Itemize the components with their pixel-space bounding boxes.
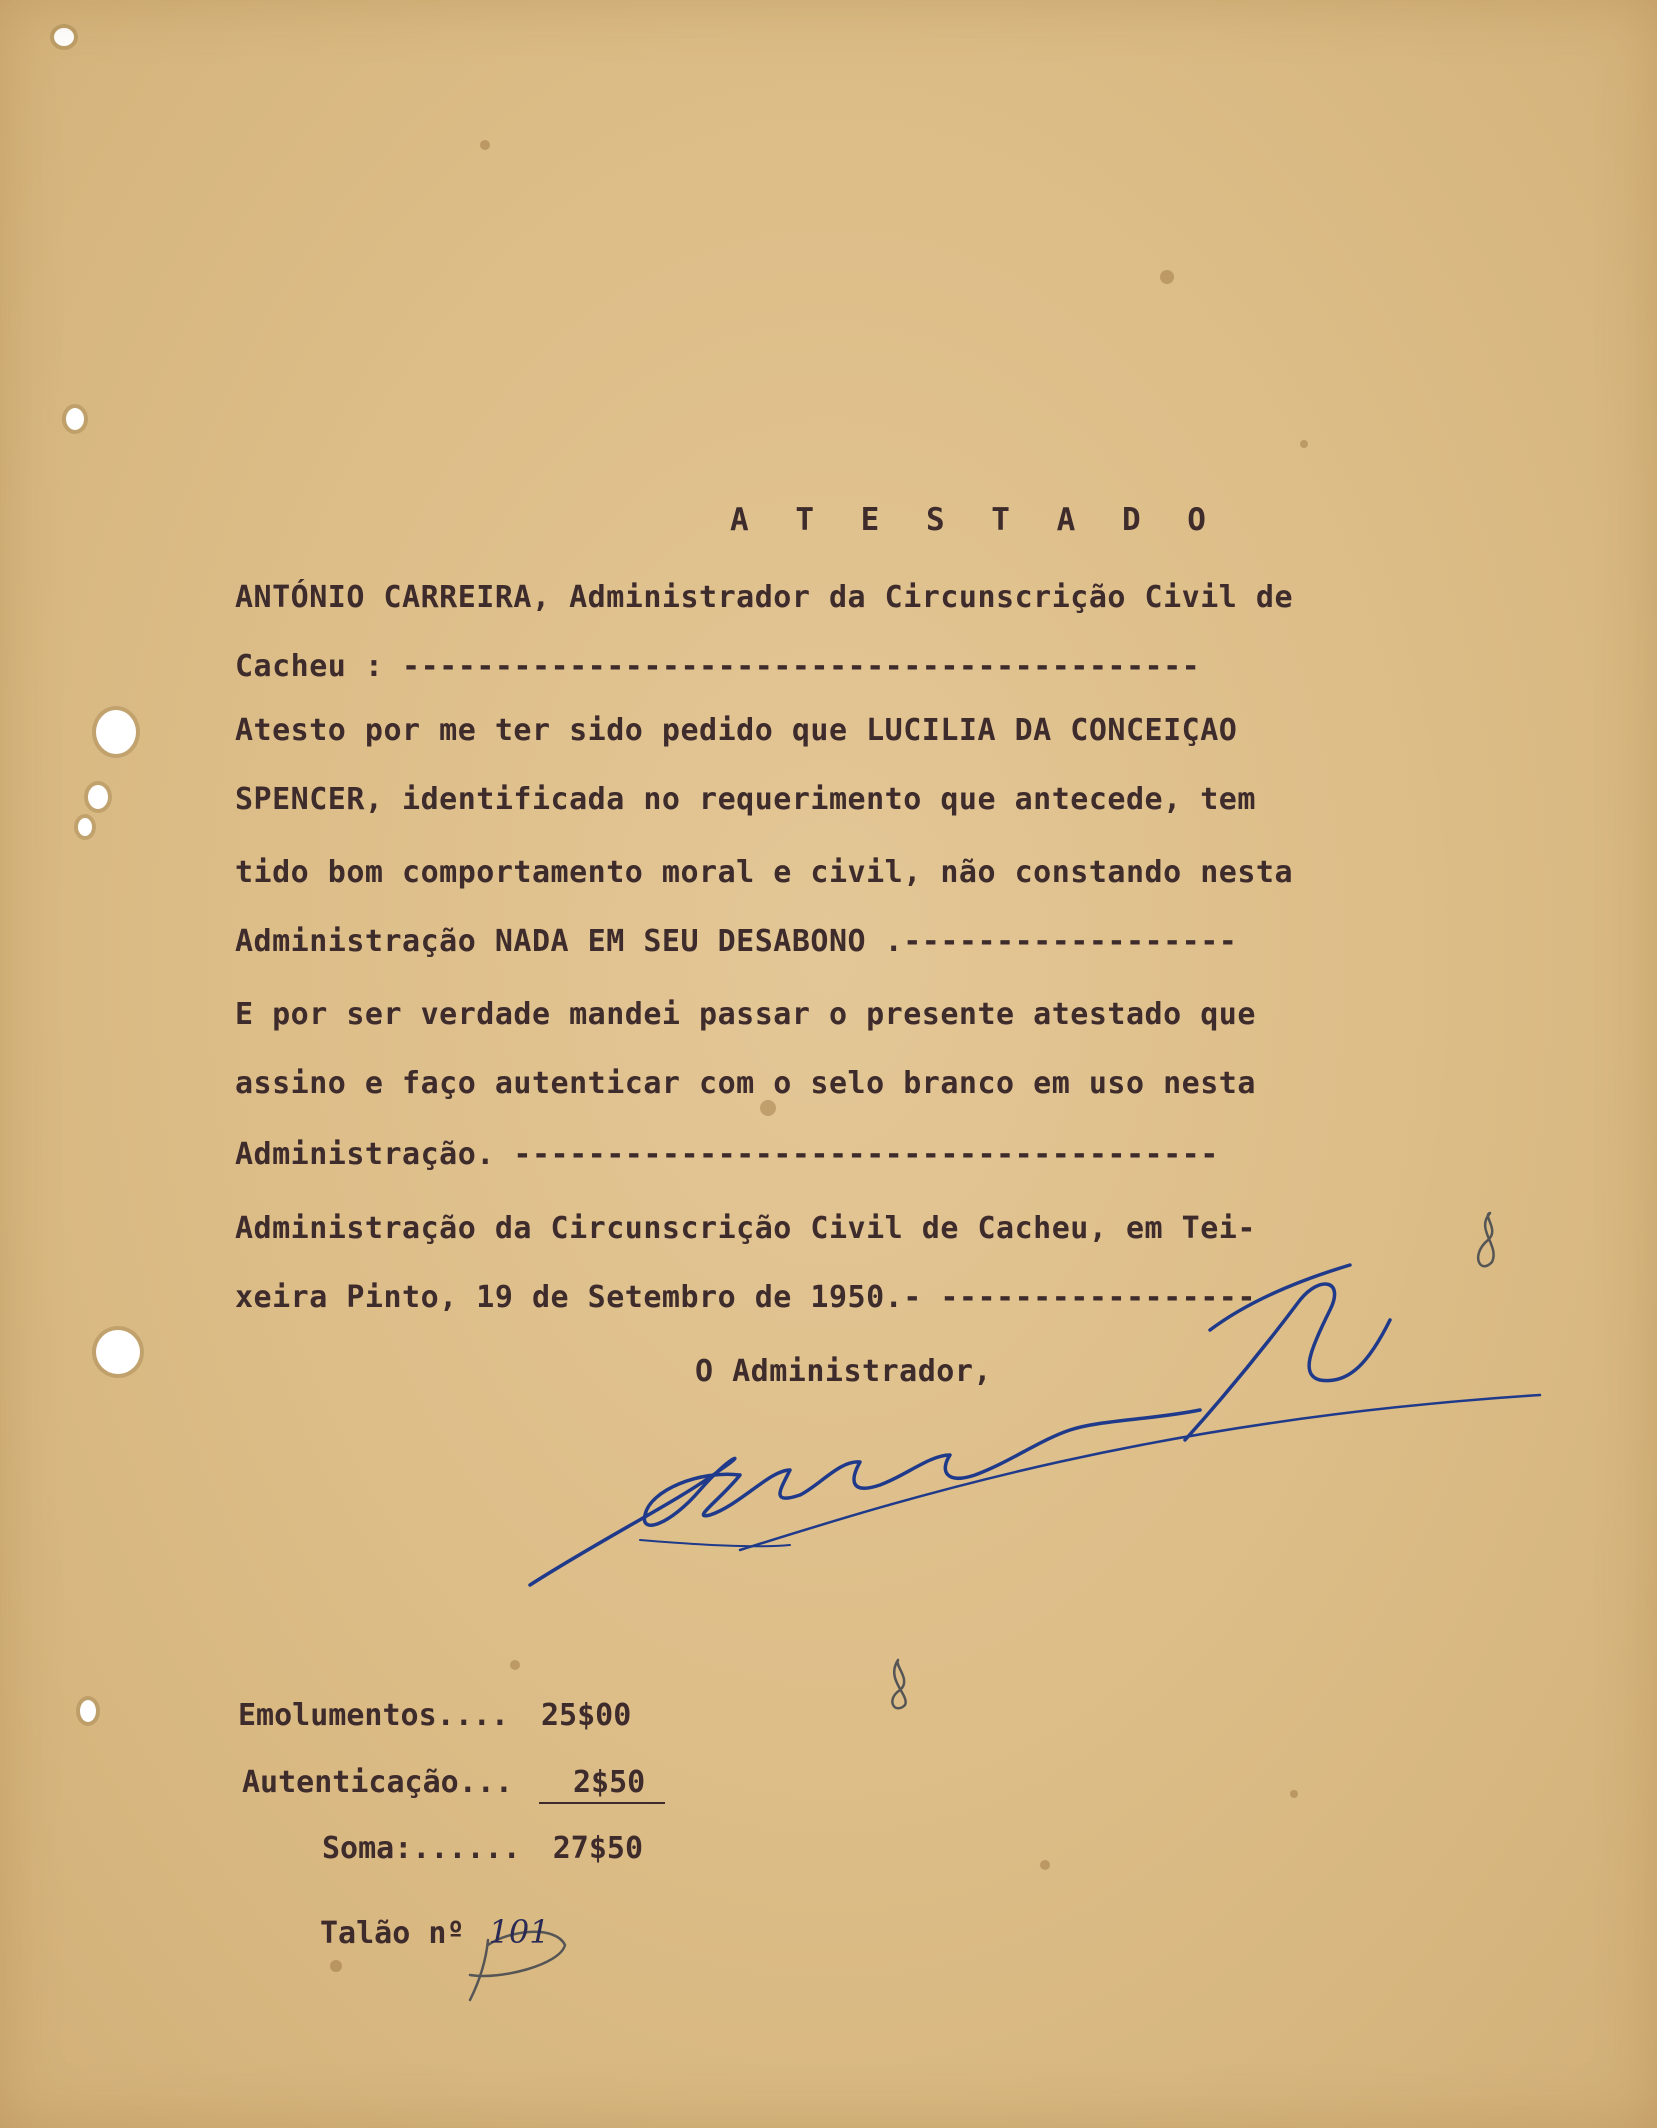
pencil-marks (470, 1213, 1494, 2000)
fee-label: Emolumentos.... (238, 1698, 509, 1733)
fee-emolumentos (238, 1696, 631, 1736)
body-line: assino e faço autenticar com o selo branco em uso nesta (235, 1066, 1256, 1101)
fee-label: Autenticação... (242, 1765, 513, 1800)
talao-number (320, 1912, 550, 1954)
body-line: Cacheu : ------------------------------------------- (235, 649, 1201, 684)
body-line: tido bom comportamento moral e civil, não constando nesta (235, 855, 1294, 890)
signature-scrawl (530, 1265, 1540, 1585)
margin-mark-8 (1478, 1213, 1493, 1266)
bottom-mark-8 (892, 1660, 905, 1708)
fee-value: 27$50 (552, 1831, 644, 1866)
fee-value: 25$00 (541, 1698, 632, 1733)
body-line: SPENCER, identificada no requerimento que antecede, tem (235, 782, 1256, 817)
body-line: xeira Pinto, 19 de Setembro de 1950.- ----------------- (235, 1280, 1256, 1315)
fee-soma (322, 1829, 643, 1869)
fee-value: 2$50 (539, 1765, 665, 1804)
fee-autenticacao (242, 1763, 665, 1803)
body-line: ANTÓNIO CARREIRA, Administrador da Circunscrição Civil de (235, 580, 1294, 615)
document-title: A T E S T A D O (730, 502, 1220, 538)
body-line: Atesto por me ter sido pedido que LUCILIA DA CONCEIÇAO (235, 713, 1238, 748)
body-line: E por ser verdade mandei passar o presente atestado que (235, 997, 1256, 1032)
body-line: Administração. -------------------------------------- (235, 1137, 1219, 1172)
body-line: Administração da Circunscrição Civil de Cacheu, em Tei- (235, 1211, 1256, 1246)
talao-value: 101 (488, 1913, 550, 1951)
signature-caption: O Administrador, (695, 1354, 992, 1389)
body-line: Administração NADA EM SEU DESABONO .------------------ (235, 924, 1238, 959)
fee-label: Soma:...... (322, 1831, 521, 1866)
talao-label: Talão nº (320, 1916, 465, 1951)
